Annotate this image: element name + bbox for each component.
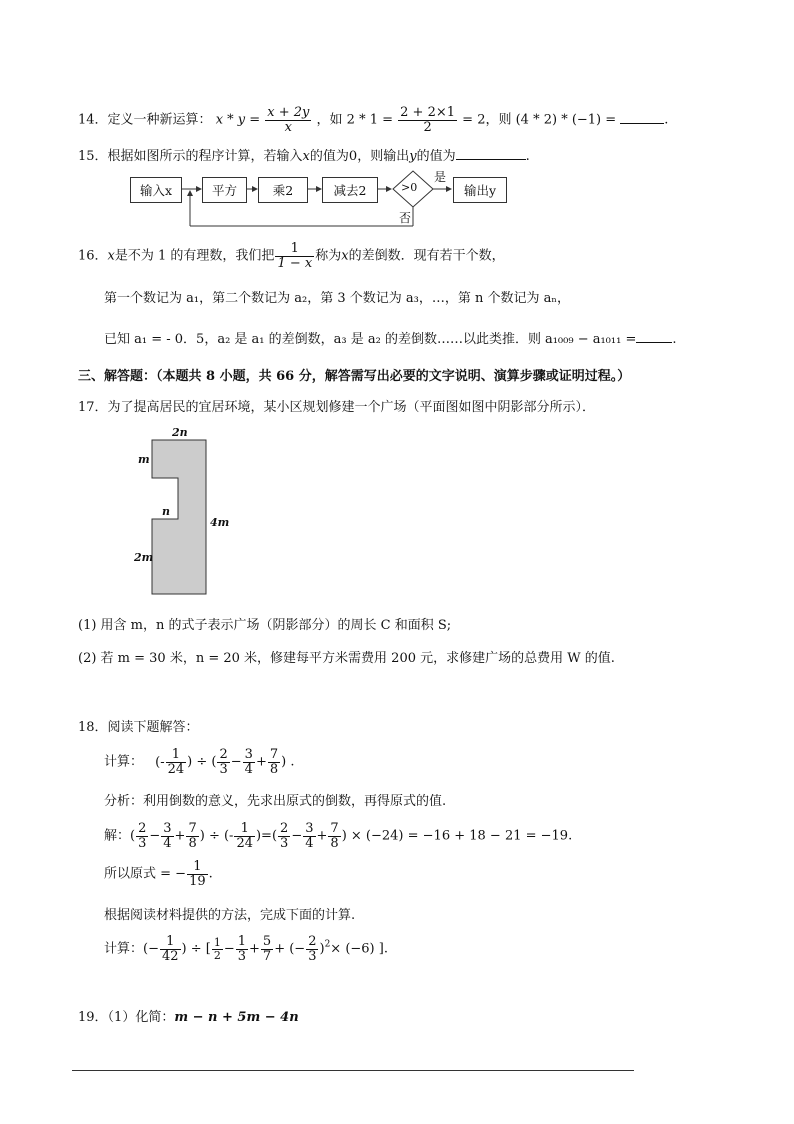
q19: 19．（1）化简：m − n + 5m − 4n: [78, 1010, 299, 1025]
q18-calc2: 计算：(− $\frac{1}{42}$ ) ÷ [ $\frac{1}{2}$ − $\frac{1}{3}$ + $\frac{5}{7}$ + (− $\frac{2}{3}$ )$^2$× (−6) ].: [104, 934, 388, 964]
times2-box: 乘2: [258, 177, 308, 203]
q16-reciprocal-fraction: $\frac{1}{1 - x}$: [277, 241, 313, 271]
q14-def-fraction: $\frac{x + 2y}{x}$: [267, 105, 310, 135]
q17-part1: (1) 用含 m，n 的式子表示广场（阴影部分）的周长 C 和面积 S;: [78, 618, 452, 633]
yes-label: 是: [434, 170, 447, 184]
q18-title: 18．阅读下题解答：: [78, 720, 199, 735]
output-y-box: 输出y: [453, 177, 507, 203]
section-three-heading: 三、解答题：（本题共 8 小题，共 66 分，解答需写出必要的文字说明、演算步骤或证明过程。）: [78, 369, 631, 384]
q17-title: 17．为了提高居民的宜居环境，某小区规划修建一个广场（平面图如图中阴影部分所示）．: [78, 400, 596, 415]
q18-result: 所以原式 = − $\frac{1}{19}$ .: [104, 859, 213, 889]
square-box: 平方: [202, 177, 247, 203]
answer-blank[interactable]: [620, 123, 664, 124]
program-flowchart: [120, 168, 520, 238]
label-notch-n: n: [162, 505, 170, 518]
bottom-divider: [72, 1070, 634, 1071]
q14: 14．定义一种新运算： x * y = $\frac{x + 2y}{x}$ ，如 2 * 1 = $\frac{2 + 2\times 1}{2}$ = 2，则 (4 * 2) * (−1) = .: [78, 105, 669, 135]
q16-line3: 已知 a₁ = - 0．5，a₂ 是 a₁ 的差倒数，a₃ 是 a₂ 的差倒数……以此类推．则 a₁₀₀₉ − a₁₀₁₁ = .: [104, 332, 677, 347]
q16-line1: 16．x是不为 1 的有理数，我们把 $\frac{1}{1 - x}$ 称为x的差倒数．现有若干个数，: [78, 241, 505, 271]
label-left-m: m: [138, 453, 150, 466]
minus2-box: 减去2: [322, 177, 378, 203]
q15: 15．根据如图所示的程序计算，若输入x的值为0，则输出y的值为 .: [78, 149, 530, 164]
no-label: 否: [399, 211, 412, 225]
q18-instruction: 根据阅读材料提供的方法，完成下面的计算.: [104, 908, 356, 923]
q17-part2: (2) 若 m = 30 米，n = 20 米，修建每平方米需费用 200 元，求修建广场的总费用 W 的值.: [78, 651, 615, 666]
q18-solution: 解：( $\frac{2}{3}$ − $\frac{3}{4}$ + $\frac{7}{8}$ ) ÷ (- $\frac{1}{24}$ )=( $\frac{2}{3}$ − $\frac{3}{4}$ + $\frac{7}{8}$ ) × (−24) = −16 + 18 − 21 = −19.: [104, 821, 573, 851]
q14-example-fraction: $\frac{2 + 2\times 1}{2}$: [400, 105, 456, 135]
label-top-2n: 2n: [172, 426, 188, 439]
answer-blank[interactable]: [636, 342, 672, 343]
input-x-box: 输入x: [130, 177, 182, 203]
q18-calc: 计算： (- $\frac{1}{24}$ ) ÷ ( $\frac{2}{3}$ − $\frac{3}{4}$ + $\frac{7}{8}$ ) .: [104, 747, 295, 777]
label-left-2m: 2m: [134, 551, 154, 564]
q16-line2: 第一个数记为 a₁，第二个数记为 a₂，第 3 个数记为 a₃，…，第 n 个数记为 aₙ，: [104, 291, 570, 306]
answer-blank[interactable]: [456, 159, 526, 160]
condition-label: >0: [401, 181, 418, 194]
plaza-figure: [130, 428, 250, 603]
q18-analysis: 分析：利用倒数的意义，先求出原式的倒数，再得原式的值.: [104, 794, 447, 809]
label-right-4m: 4m: [210, 516, 230, 529]
